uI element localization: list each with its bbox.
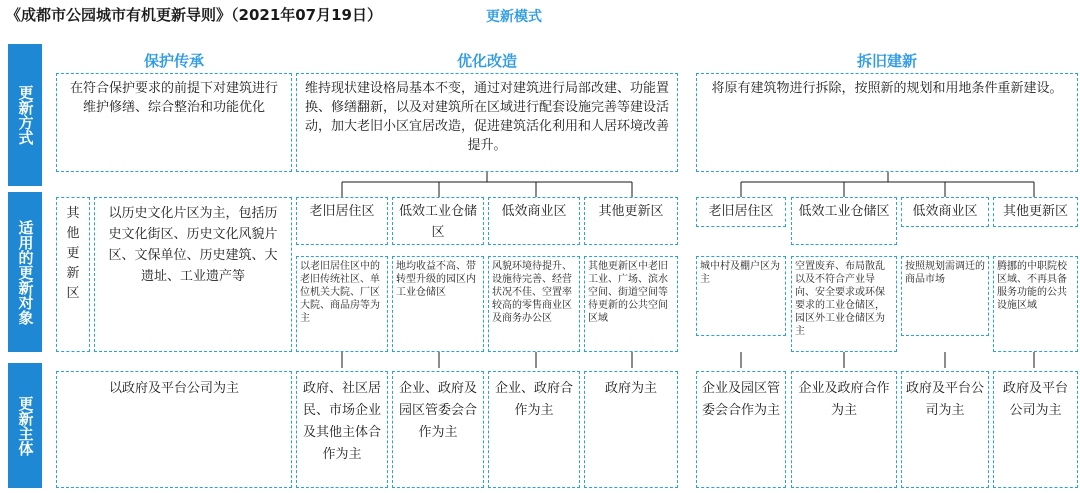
object-label-reb-0 (696, 197, 786, 227)
method-text-optimize: 维持现状建设格局基本不变，通过对建筑进行局部改建、功能置换、修缮翻新，以及对建筑所在区域进行配套设施完善等建设活动，加大老旧小区宜居改造，促进建筑活化利用和人居环境改善提升。 (305, 81, 670, 153)
object-label-reb-1-text: 低效工业仓储区 (798, 204, 890, 219)
object-label-opt-3 (584, 197, 678, 245)
subject-opt-3-text: 政府为主 (604, 381, 657, 396)
object-desc-opt-1-text: 地均收益不高、带转型升级的园区内工业仓储区 (396, 261, 476, 298)
subject-reb-2 (901, 371, 989, 488)
subject-opt-1-text: 企业、政府及园区管委会合作为主 (398, 381, 477, 440)
category-title-rebuild: 拆旧建新 (856, 52, 917, 70)
object-desc-opt-0-text: 以老旧居住区中的老旧传统社区、单位机关大院、厂区大院、商品房等为主 (300, 261, 380, 324)
object-desc-protect-text: 以历史文化片区为主，包括历史文化街区、历史文化风貌片区、文保单位、历史建筑、大遗址、工业遗产等 (108, 206, 278, 284)
subject-reb-0 (696, 371, 786, 488)
subject-reb-3-text: 政府及平台公司为主 (1002, 381, 1068, 418)
object-desc-opt-3 (584, 256, 678, 352)
row-label-subject-text: 更新主体 (16, 395, 35, 456)
object-desc-opt-2 (488, 256, 580, 352)
row-label-method-text: 更新方式 (16, 85, 35, 145)
object-desc-reb-0-text: 城中村及棚户区为主 (700, 261, 780, 285)
object-label-protect (56, 197, 90, 352)
object-label-reb-2-text: 低效商业区 (912, 204, 978, 219)
subject-protect-text: 以政府及平台公司为主 (108, 381, 239, 396)
object-desc-opt-0 (296, 256, 388, 352)
mode-title: 更新模式 (486, 9, 542, 25)
object-label-reb-3-text: 其他更新区 (1002, 204, 1068, 219)
object-desc-opt-2-text: 风貌环境待提升、设施待完善、经营状况不佳、空置率较高的零售商业区及商务办公区 (492, 261, 572, 324)
object-label-reb-1 (791, 197, 897, 245)
subject-reb-1-text: 企业及政府合作为主 (798, 381, 890, 418)
object-desc-reb-0 (696, 256, 786, 336)
subject-reb-0-text: 企业及园区管委会合作为主 (701, 381, 780, 418)
object-label-opt-3-text: 其他更新区 (598, 204, 664, 219)
object-desc-reb-3 (993, 256, 1078, 352)
method-text-rebuild: 将原有建筑物进行拆除，按照新的规划和用地条件重新建设。 (711, 81, 1063, 96)
object-desc-reb-2-text: 按照规划需调迁的商品市场 (905, 261, 985, 285)
object-desc-opt-3-text: 其他更新区中老旧工业、广场、滨水空间、街道空间等待更新的公共空间区域 (588, 261, 668, 324)
subject-opt-0 (296, 371, 388, 488)
object-label-opt-2 (488, 197, 580, 245)
object-label-reb-2 (901, 197, 989, 227)
subject-reb-3 (993, 371, 1078, 488)
method-text-protect: 在符合保护要求的前提下对建筑进行维护修缮、综合整治和功能优化 (69, 81, 278, 115)
subject-reb-2-text: 政府及平台公司为主 (905, 381, 984, 418)
object-label-opt-2-text: 低效商业区 (501, 204, 567, 219)
method-box-optimize (296, 73, 678, 172)
method-box-protect (56, 73, 292, 172)
subject-opt-0-text: 政府、社区居民、市场企业及其他主体合作为主 (302, 381, 381, 462)
subject-reb-1 (791, 371, 897, 488)
object-label-reb-0-text: 老旧居住区 (708, 204, 774, 219)
subject-protect (56, 371, 292, 488)
object-label-opt-0-text: 老旧居住区 (309, 204, 375, 219)
object-desc-reb-2 (901, 256, 989, 336)
subject-opt-2 (488, 371, 580, 488)
category-title-optimize: 优化改造 (456, 52, 517, 70)
subject-opt-2-text: 企业、政府合作为主 (494, 381, 573, 418)
object-desc-reb-1-text: 空置废弃、布局散乱以及不符合产业导向、安全要求或环保要求的工业仓储区，园区外工业仓储区为主 (795, 261, 885, 337)
object-desc-opt-1 (392, 256, 484, 352)
object-label-opt-1 (392, 197, 484, 245)
object-label-protect-text: 其他更新区 (66, 206, 80, 301)
subject-opt-3 (584, 371, 678, 488)
object-label-opt-1-text: 低效工业仓储区 (398, 204, 477, 240)
subject-opt-1 (392, 371, 484, 488)
category-title-protect: 保护传承 (143, 52, 204, 70)
object-desc-reb-1 (791, 256, 897, 352)
page-title: 《成都市公园城市有机更新导则》（2021年07月19日） (6, 6, 382, 24)
object-label-reb-3 (993, 197, 1078, 227)
row-label-objects-text: 适用的更新对象 (16, 219, 35, 325)
method-box-rebuild (696, 73, 1078, 172)
object-desc-reb-3-text: 腾挪的中职院校区域、不再具备服务功能的公共设施区域 (997, 261, 1067, 311)
object-label-opt-0 (296, 197, 388, 245)
object-desc-protect (94, 197, 292, 352)
